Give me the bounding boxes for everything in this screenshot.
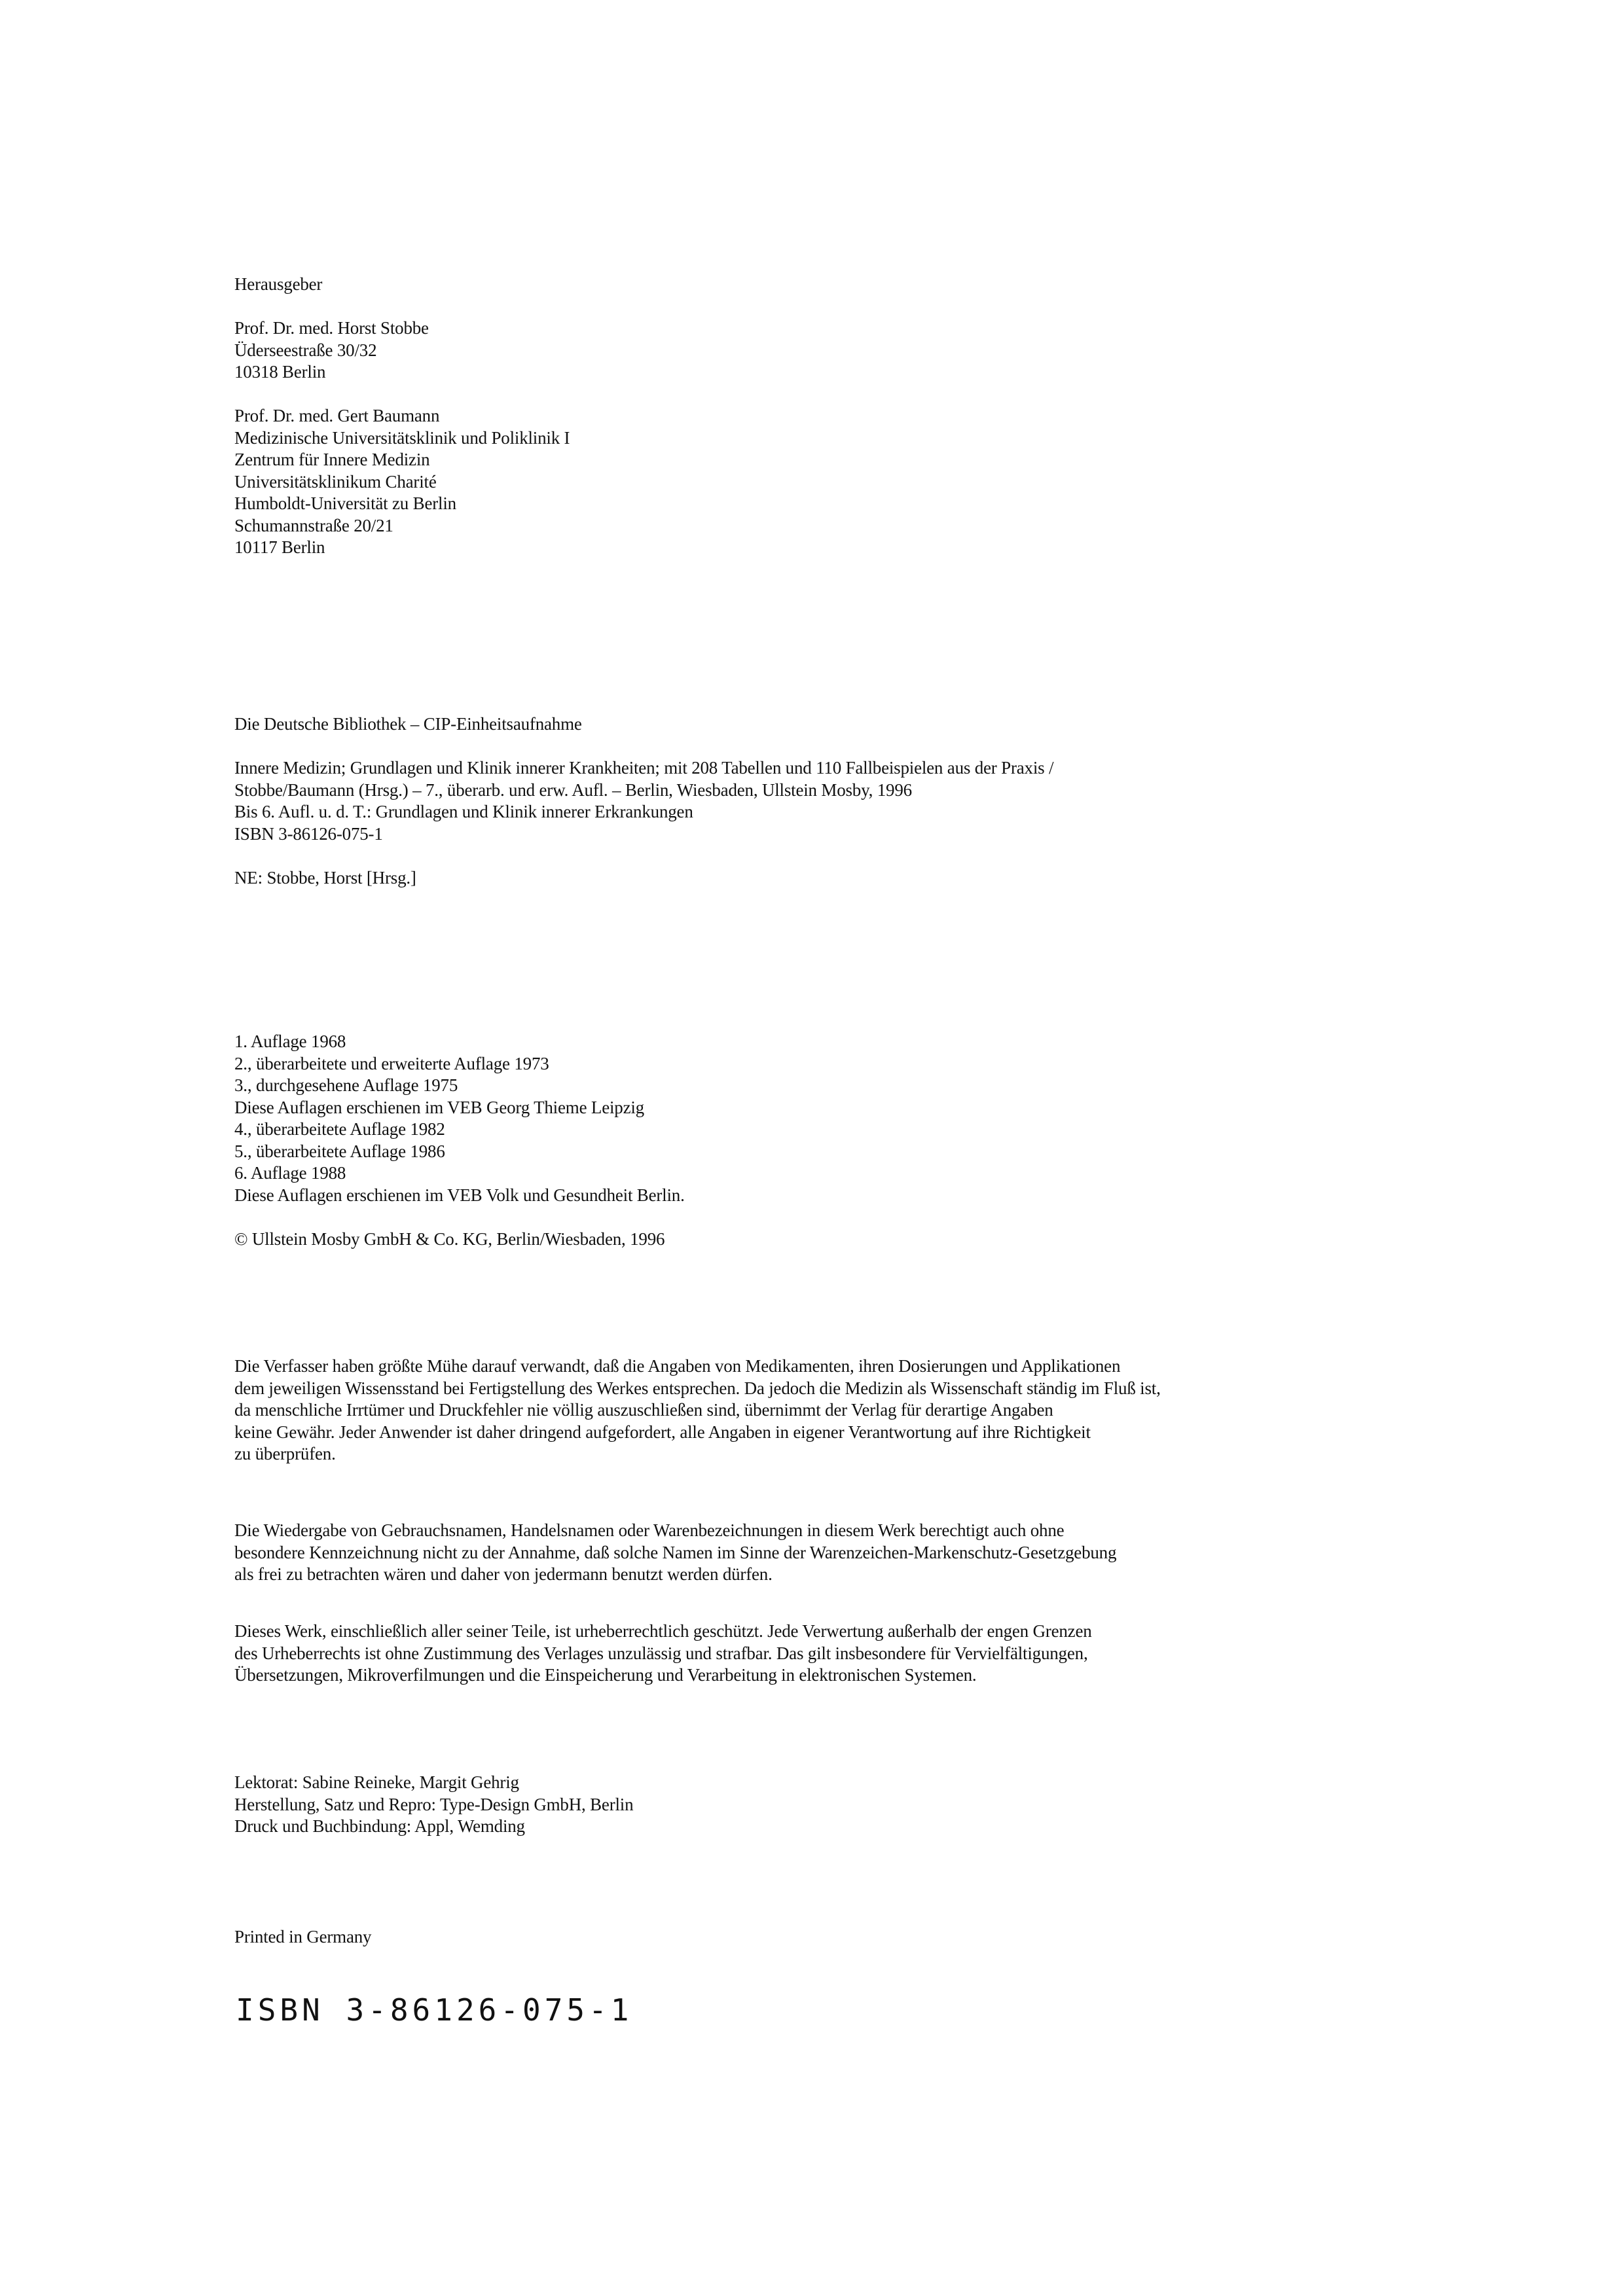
editor1-city: 10318 Berlin xyxy=(234,362,326,382)
cip-line: Bis 6. Aufl. u. d. T.: Grundlagen und Klinik innerer Erkrankungen xyxy=(234,802,693,821)
isbn-code: ISBN 3-86126-075-1 xyxy=(236,1992,633,2028)
editor1-name: Prof. Dr. med. Horst Stobbe xyxy=(234,318,429,338)
rights-line: des Urheberrechts ist ohne Zustimmung des Verlages unzulässig und strafbar. Das gilt insbesondere für Vervielfältigungen, xyxy=(234,1643,1088,1663)
production-line: Druck und Buchbindung: Appl, Wemding xyxy=(234,1816,525,1836)
trademark-line: Die Wiedergabe von Gebrauchsnamen, Handelsnamen oder Warenbezeichnungen in diesem Werk berechtigt auch ohne xyxy=(234,1520,1065,1540)
trademark-section xyxy=(234,1520,1380,1586)
editor2-line: Humboldt-Universität zu Berlin xyxy=(234,493,456,513)
editors-section xyxy=(234,274,1380,559)
disclaimer-line: zu überprüfen. xyxy=(234,1444,336,1463)
edition-line: 2., überarbeitete und erweiterte Auflage 1973 xyxy=(234,1053,549,1073)
cip-ne: NE: Stobbe, Horst [Hrsg.] xyxy=(234,867,416,888)
copyright-notice: © Ullstein Mosby GmbH & Co. KG, Berlin/Wiesbaden, 1996 xyxy=(234,1229,665,1249)
edition-line: Diese Auflagen erschienen im VEB Georg Thieme Leipzig xyxy=(234,1097,644,1117)
disclaimer-section xyxy=(234,1355,1380,1465)
rights-line: Dieses Werk, einschließlich aller seiner Teile, ist urheberrechtlich geschützt. Jede Verwertung außerhalb der engen Grenzen xyxy=(234,1621,1092,1641)
edition-line: Diese Auflagen erschienen im VEB Volk und Gesundheit Berlin. xyxy=(234,1185,685,1205)
editor2-name: Prof. Dr. med. Gert Baumann xyxy=(234,406,440,425)
editor2-line: Schumannstraße 20/21 xyxy=(234,515,393,535)
rights-line: Übersetzungen, Mikroverfilmungen und die Einspeicherung und Verarbeitung in elektronischen Systemen. xyxy=(234,1665,977,1685)
disclaimer-line: dem jeweiligen Wissensstand bei Fertigstellung des Werkes entsprechen. Da jedoch die Medizin als Wissenschaft ständig im Fluß ist, xyxy=(234,1378,1161,1398)
edition-line: 3., durchgesehene Auflage 1975 xyxy=(234,1075,458,1095)
production-line: Lektorat: Sabine Reineke, Margit Gehrig xyxy=(234,1772,519,1792)
disclaimer-line: Die Verfasser haben größte Mühe darauf verwandt, daß die Angaben von Medikamenten, ihren Dosierungen und Applikationen xyxy=(234,1356,1121,1376)
rights-section xyxy=(234,1621,1380,1687)
editor2-line: 10117 Berlin xyxy=(234,537,325,557)
cip-line: ISBN 3-86126-075-1 xyxy=(234,823,383,844)
edition-line: 5., überarbeitete Auflage 1986 xyxy=(234,1141,445,1161)
editor2-line: Medizinische Universitätsklinik und Poliklinik I xyxy=(234,427,570,448)
editor2-line: Universitätsklinikum Charité xyxy=(234,471,437,492)
production-line: Herstellung, Satz und Repro: Type-Design GmbH, Berlin xyxy=(234,1794,634,1814)
cip-heading: Die Deutsche Bibliothek – CIP-Einheitsaufnahme xyxy=(234,714,582,734)
edition-line: 4., überarbeitete Auflage 1982 xyxy=(234,1119,445,1139)
trademark-line: besondere Kennzeichnung nicht zu der Annahme, daß solche Namen im Sinne der Warenzeichen-Markenschutz-Gesetzgebung xyxy=(234,1542,1117,1562)
edition-line: 1. Auflage 1968 xyxy=(234,1031,346,1051)
cip-section xyxy=(234,713,1380,889)
editor2-line: Zentrum für Innere Medizin xyxy=(234,450,430,469)
cip-line: Stobbe/Baumann (Hrsg.) – 7., überarb. und erw. Aufl. – Berlin, Wiesbaden, Ullstein Mosby, 1996 xyxy=(234,780,912,800)
disclaimer-line: da menschliche Irrtümer und Druckfehler nie völlig auszuschließen sind, übernimmt der Verlag für derartige Angaben xyxy=(234,1400,1053,1420)
production-section xyxy=(234,1772,1380,1838)
disclaimer-line: keine Gewähr. Jeder Anwender ist daher dringend aufgefordert, alle Angaben in eigener Verantwortung auf ihre Richtigkeit xyxy=(234,1422,1091,1442)
editions-section xyxy=(234,1031,1380,1250)
printed-in-germany: Printed in Germany xyxy=(234,1927,372,1946)
editor1-street: Üderseestraße 30/32 xyxy=(234,340,377,360)
printed-section xyxy=(234,1926,1380,1948)
editors-heading: Herausgeber xyxy=(234,274,323,294)
trademark-line: als frei zu betrachten wären und daher von jedermann benutzt werden dürfen. xyxy=(234,1564,773,1584)
cip-line: Innere Medizin; Grundlagen und Klinik innerer Krankheiten; mit 208 Tabellen und 110 Fallbeispielen aus der Praxis / xyxy=(234,758,1054,778)
edition-line: 6. Auflage 1988 xyxy=(234,1163,346,1183)
